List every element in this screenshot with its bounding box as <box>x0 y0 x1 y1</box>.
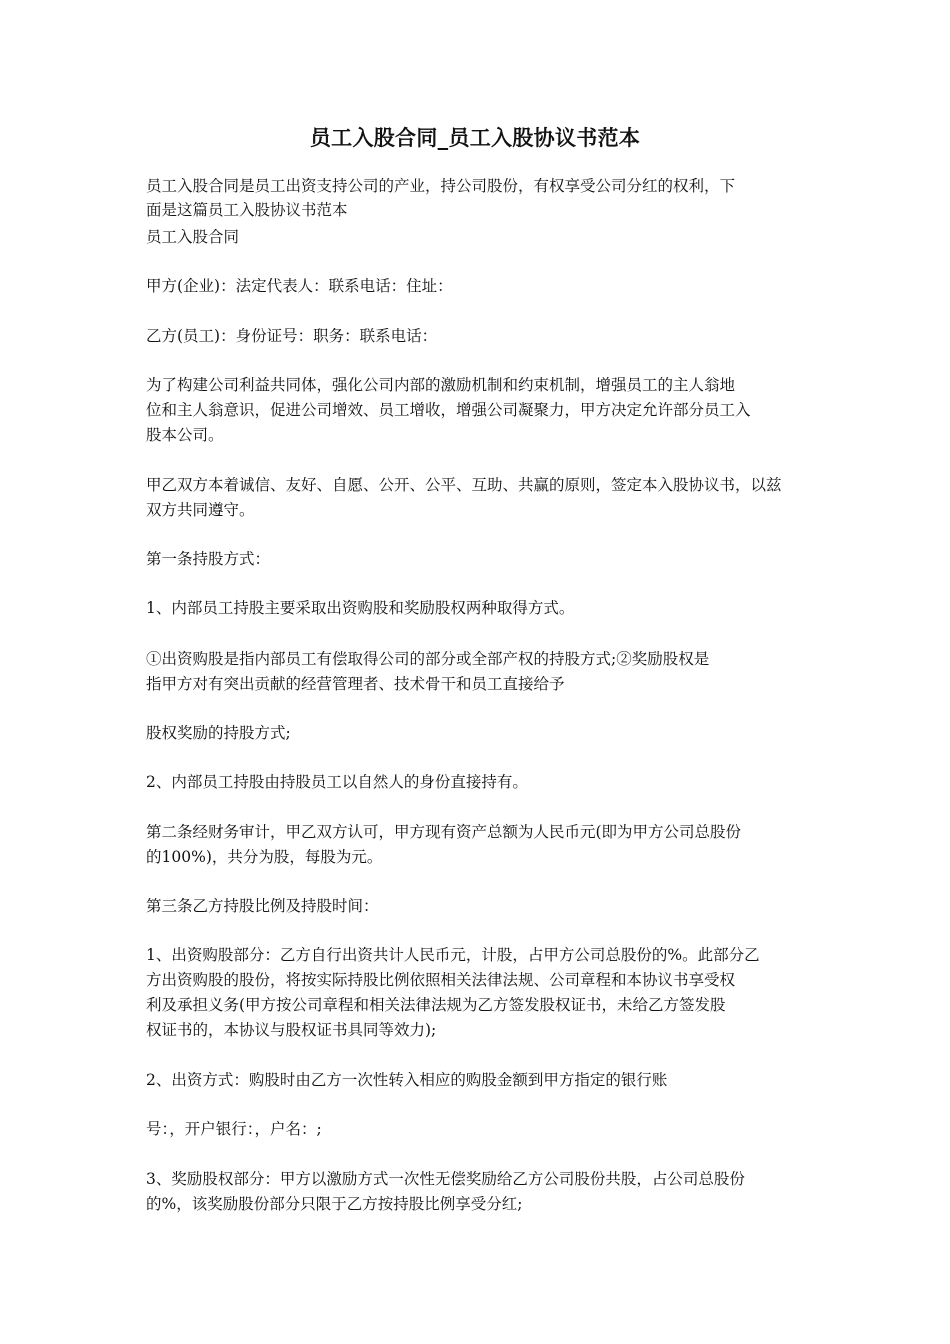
purpose-line-1: 为了构建公司利益共同体，强化公司内部的激励机制和约束机制，增强员工的主人翁地 <box>146 376 736 394</box>
article-3-item-3-line-2: 的%，该奖励股份部分只限于乙方按持股比例享受分红; <box>146 1195 523 1213</box>
article-3-item-3-line-1: 3、奖励股权部分：甲方以激励方式一次性无偿奖励给乙方公司股份共股，占公司总股份 <box>146 1170 745 1188</box>
article-3-item-2-line-1: 2、出资方式：购股时由乙方一次性转入相应的购股金额到甲方指定的银行账 <box>146 1071 668 1089</box>
purpose-line-3: 股本公司。 <box>146 426 224 444</box>
article-3-item-1-line-3: 利及承担义务(甲方按公司章程和相关法律法规为乙方签发股权证书，未给乙方签发股 <box>146 996 726 1014</box>
article-1-note-line-2: 指甲方对有突出贡献的经营管理者、技术骨干和员工直接给予 <box>146 675 565 693</box>
principle-line-1: 甲乙双方本着诚信、友好、自愿、公开、公平、互助、共赢的原则，签定本入股协议书，以兹 <box>146 476 782 494</box>
party-b-line: 乙方(员工)：身份证号：职务：联系电话： <box>146 327 438 345</box>
intro-line-1: 员工入股合同是员工出资支持公司的产业，持公司股份，有权享受公司分红的权利，下 <box>146 177 736 195</box>
intro-line-2: 面是这篇员工入股协议书范本 <box>146 201 348 219</box>
principle-line-2: 双方共同遵守。 <box>146 501 255 519</box>
article-3-heading: 第三条乙方持股比例及持股时间： <box>146 897 379 915</box>
article-3-item-1-line-1: 1、出资购股部分：乙方自行出资共计人民币元，计股，占甲方公司总股份的%。此部分乙 <box>146 946 760 964</box>
article-3-item-1-line-4: 权证书的，本协议与股权证书具同等效力); <box>146 1021 437 1039</box>
article-1-note-line-1: ①出资购股是指内部员工有偿取得公司的部分或全部产权的持股方式;②奖励股权是 <box>146 650 710 668</box>
article-2-line-2: 的100%)，共分为股，每股为元。 <box>146 848 383 866</box>
article-1-heading: 第一条持股方式： <box>146 550 271 568</box>
document-title: 员工入股合同_员工入股协议书范本 <box>309 125 641 150</box>
article-3-item-2-line-2: 号：，开户银行：，户名：; <box>146 1120 322 1138</box>
party-a-line: 甲方(企业)：法定代表人：联系电话：住址： <box>146 277 453 295</box>
article-1-item-2: 2、内部员工持股由持股员工以自然人的身份直接持有。 <box>146 773 528 791</box>
article-3-item-1-line-2: 方出资购股的股份，将按实际持股比例依照相关法律法规、公司章程和本协议书享受权 <box>146 971 736 989</box>
contract-heading: 员工入股合同 <box>146 228 240 246</box>
purpose-line-2: 位和主人翁意识，促进公司增效、员工增收，增强公司凝聚力，甲方决定允许部分员工入 <box>146 401 751 419</box>
article-1-item-1: 1、内部员工持股主要采取出资购股和奖励股权两种取得方式。 <box>146 599 575 617</box>
article-1-note-line-3: 股权奖励的持股方式; <box>146 724 291 742</box>
article-2-line-1: 第二条经财务审计，甲乙双方认可，甲方现有资产总额为人民币元(即为甲方公司总股份 <box>146 823 742 841</box>
